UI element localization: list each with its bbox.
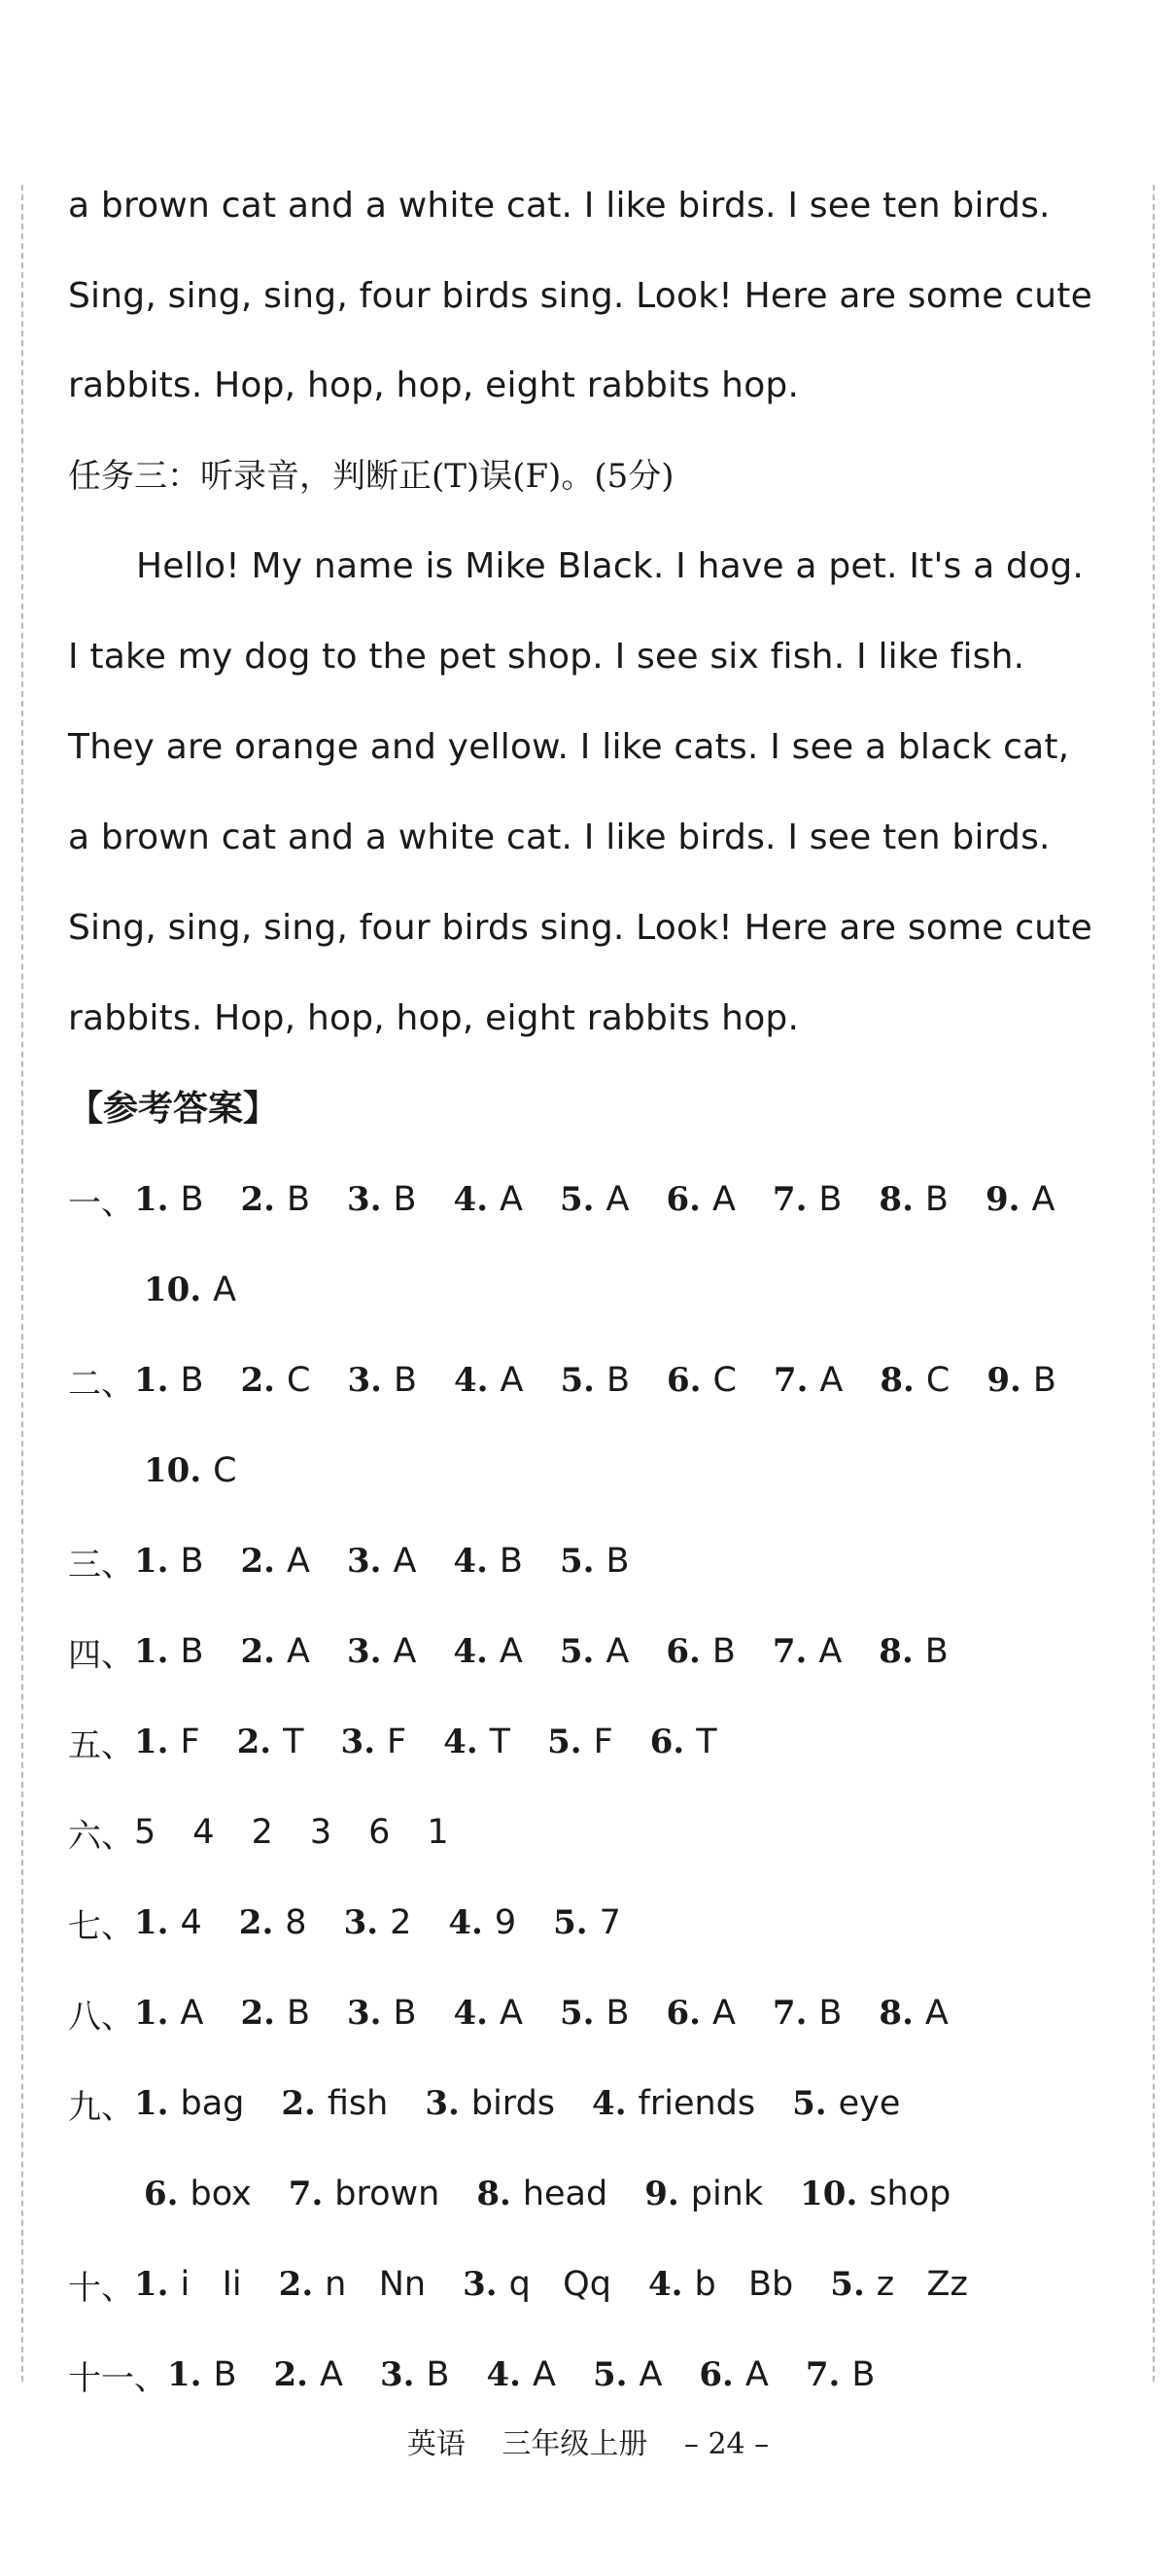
- answer-item: [310, 1813, 331, 1852]
- answer-item: [880, 1361, 950, 1400]
- answer-value: T: [696, 1723, 717, 1761]
- answer-value: C: [287, 1361, 311, 1400]
- answer-number: 1.: [134, 1632, 169, 1671]
- answer-value: B: [286, 1994, 310, 2033]
- answer-item: [144, 1271, 236, 1309]
- answer-value: shop: [869, 2175, 951, 2213]
- answer-row: [68, 1627, 986, 1676]
- answer-value: fish: [327, 2084, 389, 2123]
- answer-value: A: [320, 2355, 343, 2394]
- answer-item: [443, 1723, 510, 1761]
- answer-item: [241, 1542, 310, 1581]
- answer-value: A: [532, 2355, 556, 2394]
- passage-line-4: a brown cat and a white cat. I like birds. I see ten birds.: [68, 818, 1051, 857]
- section-marker: 十一、: [68, 2358, 167, 2398]
- answer-item: [986, 1180, 1055, 1219]
- answer-item: [453, 1994, 522, 2033]
- answer-number: 3.: [343, 1903, 379, 1942]
- answer-value: T: [283, 1723, 304, 1761]
- answer-item: [134, 1180, 204, 1219]
- answer-value: A: [639, 2355, 663, 2394]
- answer-value: B: [499, 1542, 523, 1581]
- answer-number: 3.: [347, 1180, 382, 1219]
- answer-value: B: [605, 1542, 630, 1581]
- answer-number: 10.: [144, 1271, 202, 1309]
- answer-item: [773, 1994, 843, 2033]
- answer-number: 3.: [347, 1361, 382, 1400]
- answer-number: 1.: [134, 1723, 169, 1761]
- answer-number: 7.: [772, 1632, 808, 1671]
- answer-item: [560, 1632, 629, 1671]
- answer-number: 3.: [340, 1723, 376, 1761]
- answer-value: A: [287, 1632, 310, 1671]
- answer-item: [144, 1451, 237, 1490]
- answer-number: 5.: [830, 2265, 865, 2304]
- section-marker: 三、: [68, 1545, 134, 1584]
- answer-value: pink: [690, 2175, 764, 2213]
- answer-item: [806, 2355, 876, 2394]
- answer-item: [593, 2355, 662, 2394]
- answer-number: 2.: [240, 1180, 276, 1219]
- passage-line-5: Sing, sing, sing, four birds sing. Look! Here are some cute: [68, 908, 1092, 948]
- answer-number: 7.: [288, 2175, 324, 2213]
- answer-number: 5.: [559, 1542, 595, 1581]
- passage-line-2: I take my dog to the pet shop. I see six fish. I like fish.: [68, 637, 1025, 677]
- answer-item: [134, 1903, 202, 1942]
- answer-value: B: [287, 1180, 311, 1219]
- answer-value: q Qq: [508, 2265, 611, 2304]
- answer-value: B: [180, 1180, 204, 1219]
- answer-value: F: [593, 1723, 613, 1761]
- answer-item: [279, 2265, 426, 2304]
- answer-value: B: [180, 1542, 204, 1581]
- answer-item: [427, 1813, 448, 1852]
- answer-number: 6.: [666, 1180, 701, 1219]
- answer-item: [553, 1903, 621, 1942]
- section-marker: 一、: [68, 1183, 134, 1223]
- answer-value: n Nn: [325, 2265, 427, 2304]
- answer-value: 7: [599, 1903, 621, 1942]
- answer-item: [289, 2175, 440, 2213]
- answer-value: i Ii: [180, 2265, 242, 2304]
- answer-value: b Bb: [694, 2265, 794, 2304]
- answer-row: [144, 2170, 987, 2218]
- answer-value: B: [393, 1994, 417, 2033]
- answer-number: 1.: [134, 1361, 169, 1400]
- passage-top-line-1: a brown cat and a white cat. I like birds. I see ten birds.: [68, 186, 1051, 226]
- answer-item: [241, 1180, 311, 1219]
- answer-item: [192, 1813, 214, 1852]
- answer-number: 8.: [879, 1180, 914, 1219]
- answer-item: [239, 1903, 307, 1942]
- answer-number: 2.: [240, 1542, 276, 1581]
- answer-value: B: [851, 2355, 876, 2394]
- answer-value: B: [924, 1180, 949, 1219]
- answer-number: 6.: [666, 1361, 702, 1400]
- answer-number: 2.: [236, 1723, 272, 1761]
- answer-number: 2.: [281, 2084, 316, 2123]
- answer-value: A: [711, 1180, 736, 1219]
- answer-item: [773, 1180, 843, 1219]
- answer-item: [134, 2084, 244, 2123]
- answer-item: [347, 1994, 417, 2033]
- answer-number: 8.: [879, 1632, 914, 1671]
- answer-value: A: [819, 1361, 844, 1400]
- answer-number: 2.: [240, 1994, 275, 2033]
- section-marker: 八、: [68, 1997, 134, 2036]
- answer-value: 8: [285, 1903, 307, 1942]
- answers-title: 【参考答案】: [68, 1089, 279, 1129]
- answer-item: [380, 2355, 450, 2394]
- answer-row: [68, 1175, 1091, 1224]
- answer-value: B: [393, 1361, 417, 1400]
- answer-item: [134, 1632, 204, 1671]
- answer-value: 6: [368, 1813, 391, 1852]
- answer-item: [241, 1632, 310, 1671]
- answer-value: A: [180, 1994, 204, 2033]
- answer-number: 6.: [699, 2355, 734, 2394]
- answer-row: [68, 1537, 666, 1585]
- answer-number: 5.: [553, 1903, 588, 1942]
- answer-value: B: [426, 2355, 450, 2394]
- answer-number: 9.: [986, 1361, 1021, 1400]
- answer-value: A: [499, 1994, 523, 2033]
- answer-item: [666, 1632, 736, 1671]
- section-marker: 二、: [68, 1364, 134, 1404]
- answer-number: 5.: [792, 2084, 827, 2123]
- answer-value: C: [712, 1361, 737, 1400]
- answer-item: [134, 1994, 203, 2033]
- answer-row: [68, 1808, 486, 1857]
- answer-number: 9.: [985, 1180, 1020, 1219]
- passage-top-line-2: Sing, sing, sing, four birds sing. Look! Here are some cute: [68, 276, 1092, 316]
- answer-number: 7.: [772, 1994, 808, 2033]
- answer-value: A: [500, 1180, 523, 1219]
- passage-top-line-3: rabbits. Hop, hop, hop, eight rabbits hop.: [68, 366, 800, 405]
- answer-item: [448, 1903, 516, 1942]
- answer-item: [486, 2355, 555, 2394]
- answer-number: 10.: [144, 1451, 202, 1490]
- answer-value: A: [605, 1180, 630, 1219]
- answer-value: B: [818, 1994, 843, 2033]
- answer-value: B: [818, 1180, 843, 1219]
- answer-value: 9: [494, 1903, 517, 1942]
- answer-item: [368, 1813, 390, 1852]
- answer-number: 2.: [278, 2265, 314, 2304]
- answer-number: 4.: [453, 1994, 488, 2033]
- answer-value: A: [499, 1632, 523, 1671]
- answer-item: [241, 1361, 311, 1400]
- answer-item: [134, 1542, 204, 1581]
- answer-row: [68, 2260, 1005, 2309]
- answer-value: box: [190, 2175, 252, 2213]
- answer-item: [879, 1632, 949, 1671]
- page-footer: [0, 2425, 1176, 2464]
- answer-number: 10.: [800, 2175, 858, 2213]
- answer-number: 5.: [592, 2355, 628, 2394]
- answer-value: A: [213, 1271, 237, 1309]
- answer-item: [453, 1542, 523, 1581]
- answer-item: [344, 1903, 412, 1942]
- section-marker: 九、: [68, 2087, 134, 2127]
- answer-value: B: [180, 1361, 204, 1400]
- answer-number: 8.: [879, 1994, 914, 2033]
- answer-item: [167, 2355, 237, 2394]
- answer-value: A: [393, 1632, 417, 1671]
- answer-value: B: [924, 1632, 949, 1671]
- answer-number: 2.: [240, 1632, 276, 1671]
- answer-number: 1.: [134, 1994, 169, 2033]
- answer-number: 5.: [547, 1723, 582, 1761]
- passage-line-6: rabbits. Hop, hop, hop, eight rabbits hop.: [68, 998, 800, 1038]
- answer-value: A: [605, 1632, 630, 1671]
- right-margin-rule: [1153, 185, 1155, 2382]
- answer-value: z Zz: [876, 2265, 968, 2304]
- answer-value: A: [1031, 1180, 1055, 1219]
- answer-item: [144, 2175, 252, 2213]
- answer-value: head: [522, 2175, 608, 2213]
- answer-number: 3.: [346, 1994, 382, 2033]
- answer-value: B: [605, 1361, 630, 1400]
- footer-page-number: – 24 –: [683, 2427, 770, 2461]
- section-marker: 四、: [68, 1635, 134, 1675]
- answer-value: A: [287, 1542, 310, 1581]
- answer-item: [425, 2084, 555, 2123]
- answer-item: [560, 1994, 630, 2033]
- answer-value: 5: [134, 1813, 156, 1852]
- answer-value: bag: [180, 2084, 245, 2123]
- answer-number: 5.: [559, 1632, 595, 1671]
- answer-number: 3.: [346, 1542, 382, 1581]
- answer-number: 4.: [448, 1903, 483, 1942]
- answer-number: 5.: [559, 1994, 595, 2033]
- answer-value: 3: [309, 1813, 332, 1852]
- answer-number: 7.: [772, 1180, 808, 1219]
- left-margin-rule: [21, 185, 23, 2382]
- answer-number: 1.: [134, 1180, 169, 1219]
- answer-item: [341, 1723, 407, 1761]
- answer-number: 4.: [453, 1180, 489, 1219]
- answer-value: F: [180, 1723, 200, 1761]
- answer-item: [830, 2265, 968, 2304]
- answer-item: [560, 1361, 630, 1400]
- answer-item: [560, 1542, 630, 1581]
- answer-number: 3.: [379, 2355, 415, 2394]
- answer-item: [134, 1723, 200, 1761]
- answer-value: B: [1032, 1361, 1056, 1400]
- answer-item: [463, 2265, 611, 2304]
- answer-item: [237, 1723, 304, 1761]
- answer-number: 7.: [773, 1361, 809, 1400]
- answer-value: A: [924, 1994, 949, 2033]
- answer-number: 8.: [880, 1361, 915, 1400]
- answer-number: 3.: [346, 1632, 382, 1671]
- section-marker: 五、: [68, 1725, 134, 1765]
- answer-value: F: [387, 1723, 407, 1761]
- answer-item: [800, 2175, 951, 2213]
- answer-item: [453, 1632, 522, 1671]
- answer-value: C: [925, 1361, 951, 1400]
- answer-number: 4.: [443, 1723, 478, 1761]
- answer-number: 1.: [167, 2355, 202, 2394]
- answer-row: [144, 1266, 273, 1314]
- answer-number: 5.: [560, 1180, 595, 1219]
- answer-value: 2: [390, 1903, 412, 1942]
- answer-number: 6.: [666, 1632, 701, 1671]
- section-marker: 七、: [68, 1906, 134, 1946]
- answer-value: B: [393, 1180, 417, 1219]
- answer-row: [68, 1989, 986, 2037]
- answer-item: [274, 2355, 343, 2394]
- answer-value: 1: [427, 1813, 449, 1852]
- answer-row: [68, 1356, 1093, 1405]
- answer-number: 3.: [463, 2265, 498, 2304]
- answer-row: [144, 1446, 274, 1495]
- answer-item: [560, 1180, 629, 1219]
- answer-item: [134, 1361, 204, 1400]
- answer-item: [648, 2265, 793, 2304]
- answer-number: 4.: [647, 2265, 683, 2304]
- answer-row: [68, 2079, 937, 2128]
- answer-item: [650, 1723, 717, 1761]
- task3-heading: 任务三：听录音，判断正(T)误(F)。(5分): [68, 457, 674, 496]
- answer-number: 3.: [425, 2084, 460, 2123]
- answer-value: A: [393, 1542, 417, 1581]
- answer-value: A: [711, 1994, 736, 2033]
- answer-item: [476, 2175, 607, 2213]
- answer-item: [281, 2084, 388, 2123]
- footer-subject: 英语: [406, 2427, 466, 2461]
- answer-item: [347, 1542, 416, 1581]
- answer-item: [347, 1361, 417, 1400]
- answer-item: [773, 1632, 842, 1671]
- answer-item: [547, 1723, 613, 1761]
- answer-value: 2: [251, 1813, 273, 1852]
- answer-row: [68, 1898, 658, 1947]
- answer-item: [454, 1361, 523, 1400]
- answer-item: [667, 1361, 737, 1400]
- answer-number: 2.: [273, 2355, 309, 2394]
- answer-number: 4.: [486, 2355, 521, 2394]
- answer-value: birds: [470, 2084, 556, 2123]
- footer-grade: 三年级上册: [502, 2427, 648, 2461]
- answer-item: [986, 1361, 1056, 1400]
- answer-value: T: [489, 1723, 511, 1761]
- answer-value: eye: [838, 2084, 901, 2123]
- answer-number: 8.: [476, 2175, 511, 2213]
- answer-value: B: [180, 1632, 204, 1671]
- answer-value: A: [744, 2355, 769, 2394]
- answer-number: 1.: [134, 1542, 169, 1581]
- answer-item: [666, 1180, 735, 1219]
- answer-item: [879, 1180, 949, 1219]
- answer-number: 4.: [592, 2084, 627, 2123]
- answer-number: 9.: [644, 2175, 679, 2213]
- answer-item: [774, 1361, 843, 1400]
- passage-line-3: They are orange and yellow. I like cats. I see a black cat,: [68, 727, 1070, 767]
- answer-number: 5.: [560, 1361, 595, 1400]
- answer-item: [240, 1994, 310, 2033]
- answer-row: [68, 1718, 754, 1766]
- answer-value: B: [213, 2355, 237, 2394]
- answer-item: [347, 1180, 417, 1219]
- answer-item: [134, 2265, 242, 2304]
- answer-value: B: [605, 1994, 630, 2033]
- answer-number: 2.: [238, 1903, 274, 1942]
- answer-item: [699, 2355, 768, 2394]
- answer-value: A: [500, 1361, 524, 1400]
- answer-item: [454, 1180, 523, 1219]
- answer-number: 6.: [649, 1723, 685, 1761]
- answer-number: 1.: [134, 2265, 169, 2304]
- answer-item: [252, 1813, 273, 1852]
- answer-value: 4: [180, 1903, 202, 1942]
- answer-value: brown: [334, 2175, 440, 2213]
- answer-item: [134, 1813, 156, 1852]
- answer-number: 4.: [453, 1361, 489, 1400]
- answer-item: [347, 1632, 416, 1671]
- answer-value: B: [711, 1632, 736, 1671]
- answer-value: A: [818, 1632, 843, 1671]
- answer-number: 1.: [134, 2084, 169, 2123]
- answer-number: 6.: [666, 1994, 701, 2033]
- answer-number: 7.: [805, 2355, 841, 2394]
- answer-value: friends: [638, 2084, 756, 2123]
- section-marker: 十、: [68, 2268, 134, 2308]
- answer-item: [792, 2084, 900, 2123]
- answer-value: C: [213, 1451, 237, 1490]
- answer-value: 4: [192, 1813, 215, 1852]
- answer-row: [68, 2350, 912, 2399]
- answer-number: 4.: [453, 1632, 488, 1671]
- answer-number: 4.: [453, 1542, 488, 1581]
- answer-item: [666, 1994, 735, 2033]
- answer-number: 2.: [240, 1361, 276, 1400]
- answer-item: [644, 2175, 763, 2213]
- section-marker: 六、: [68, 1816, 134, 1856]
- answer-number: 6.: [144, 2175, 179, 2213]
- answer-item: [879, 1994, 948, 2033]
- answer-number: 1.: [134, 1903, 169, 1942]
- passage-line-1: Hello! My name is Mike Black. I have a pet. It's a dog.: [136, 546, 1085, 586]
- answer-item: [592, 2084, 755, 2123]
